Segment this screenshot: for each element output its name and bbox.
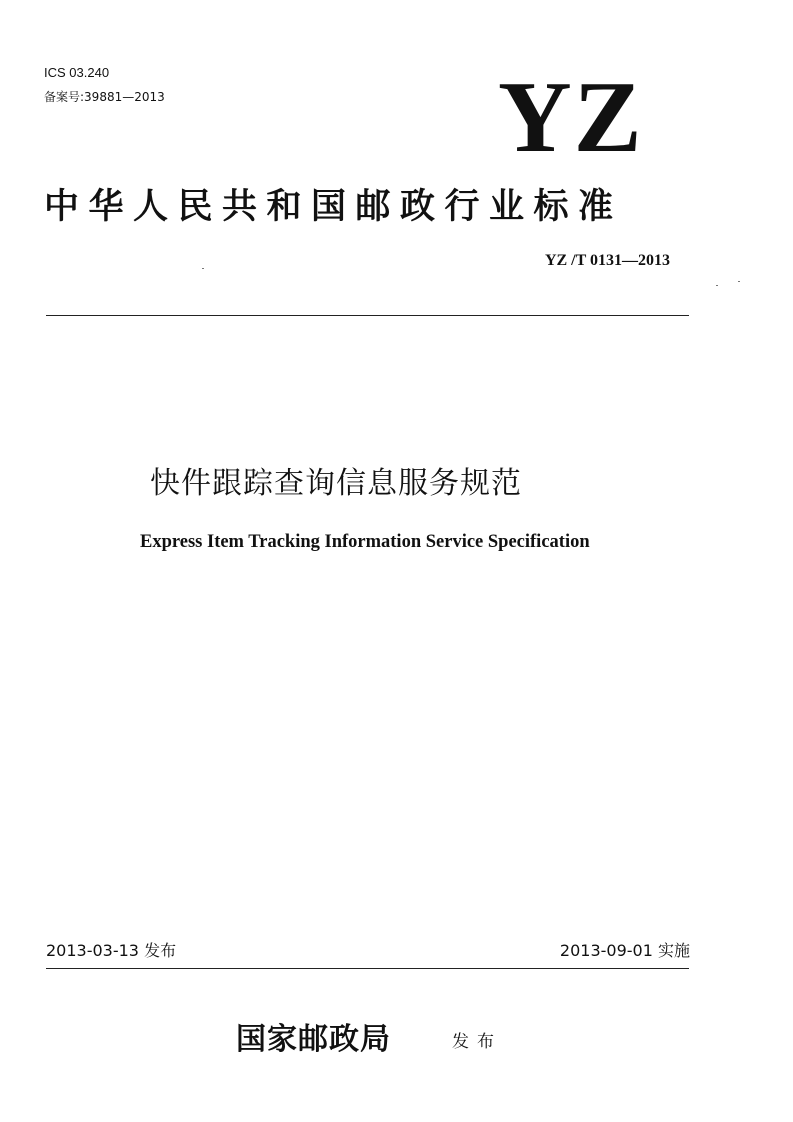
standard-logo: YZ (498, 61, 644, 174)
scan-speck (202, 268, 204, 269)
industry-standard-heading: 中华人民共和国邮政行业标准 (44, 186, 623, 227)
publish-label: 发布 (452, 1032, 502, 1052)
document-title-english: Express Item Tracking Information Service Specification (140, 532, 590, 552)
header-divider (46, 315, 689, 316)
implementation-date: 2013-09-01 实施 (559, 941, 690, 960)
scan-speck (716, 285, 718, 286)
scan-speck (738, 281, 740, 282)
issue-date: 2013-03-13 发布 (46, 941, 177, 960)
publisher-name: 国家邮政局 (236, 1022, 391, 1057)
standard-number: YZ /T 0131—2013 (544, 252, 670, 269)
document-title-chinese: 快件跟踪查询信息服务规范 (150, 466, 522, 501)
ics-code: ICS 03.240 (44, 65, 110, 80)
record-number: 备案号:39881—2013 (44, 90, 165, 104)
footer-divider (46, 968, 689, 969)
